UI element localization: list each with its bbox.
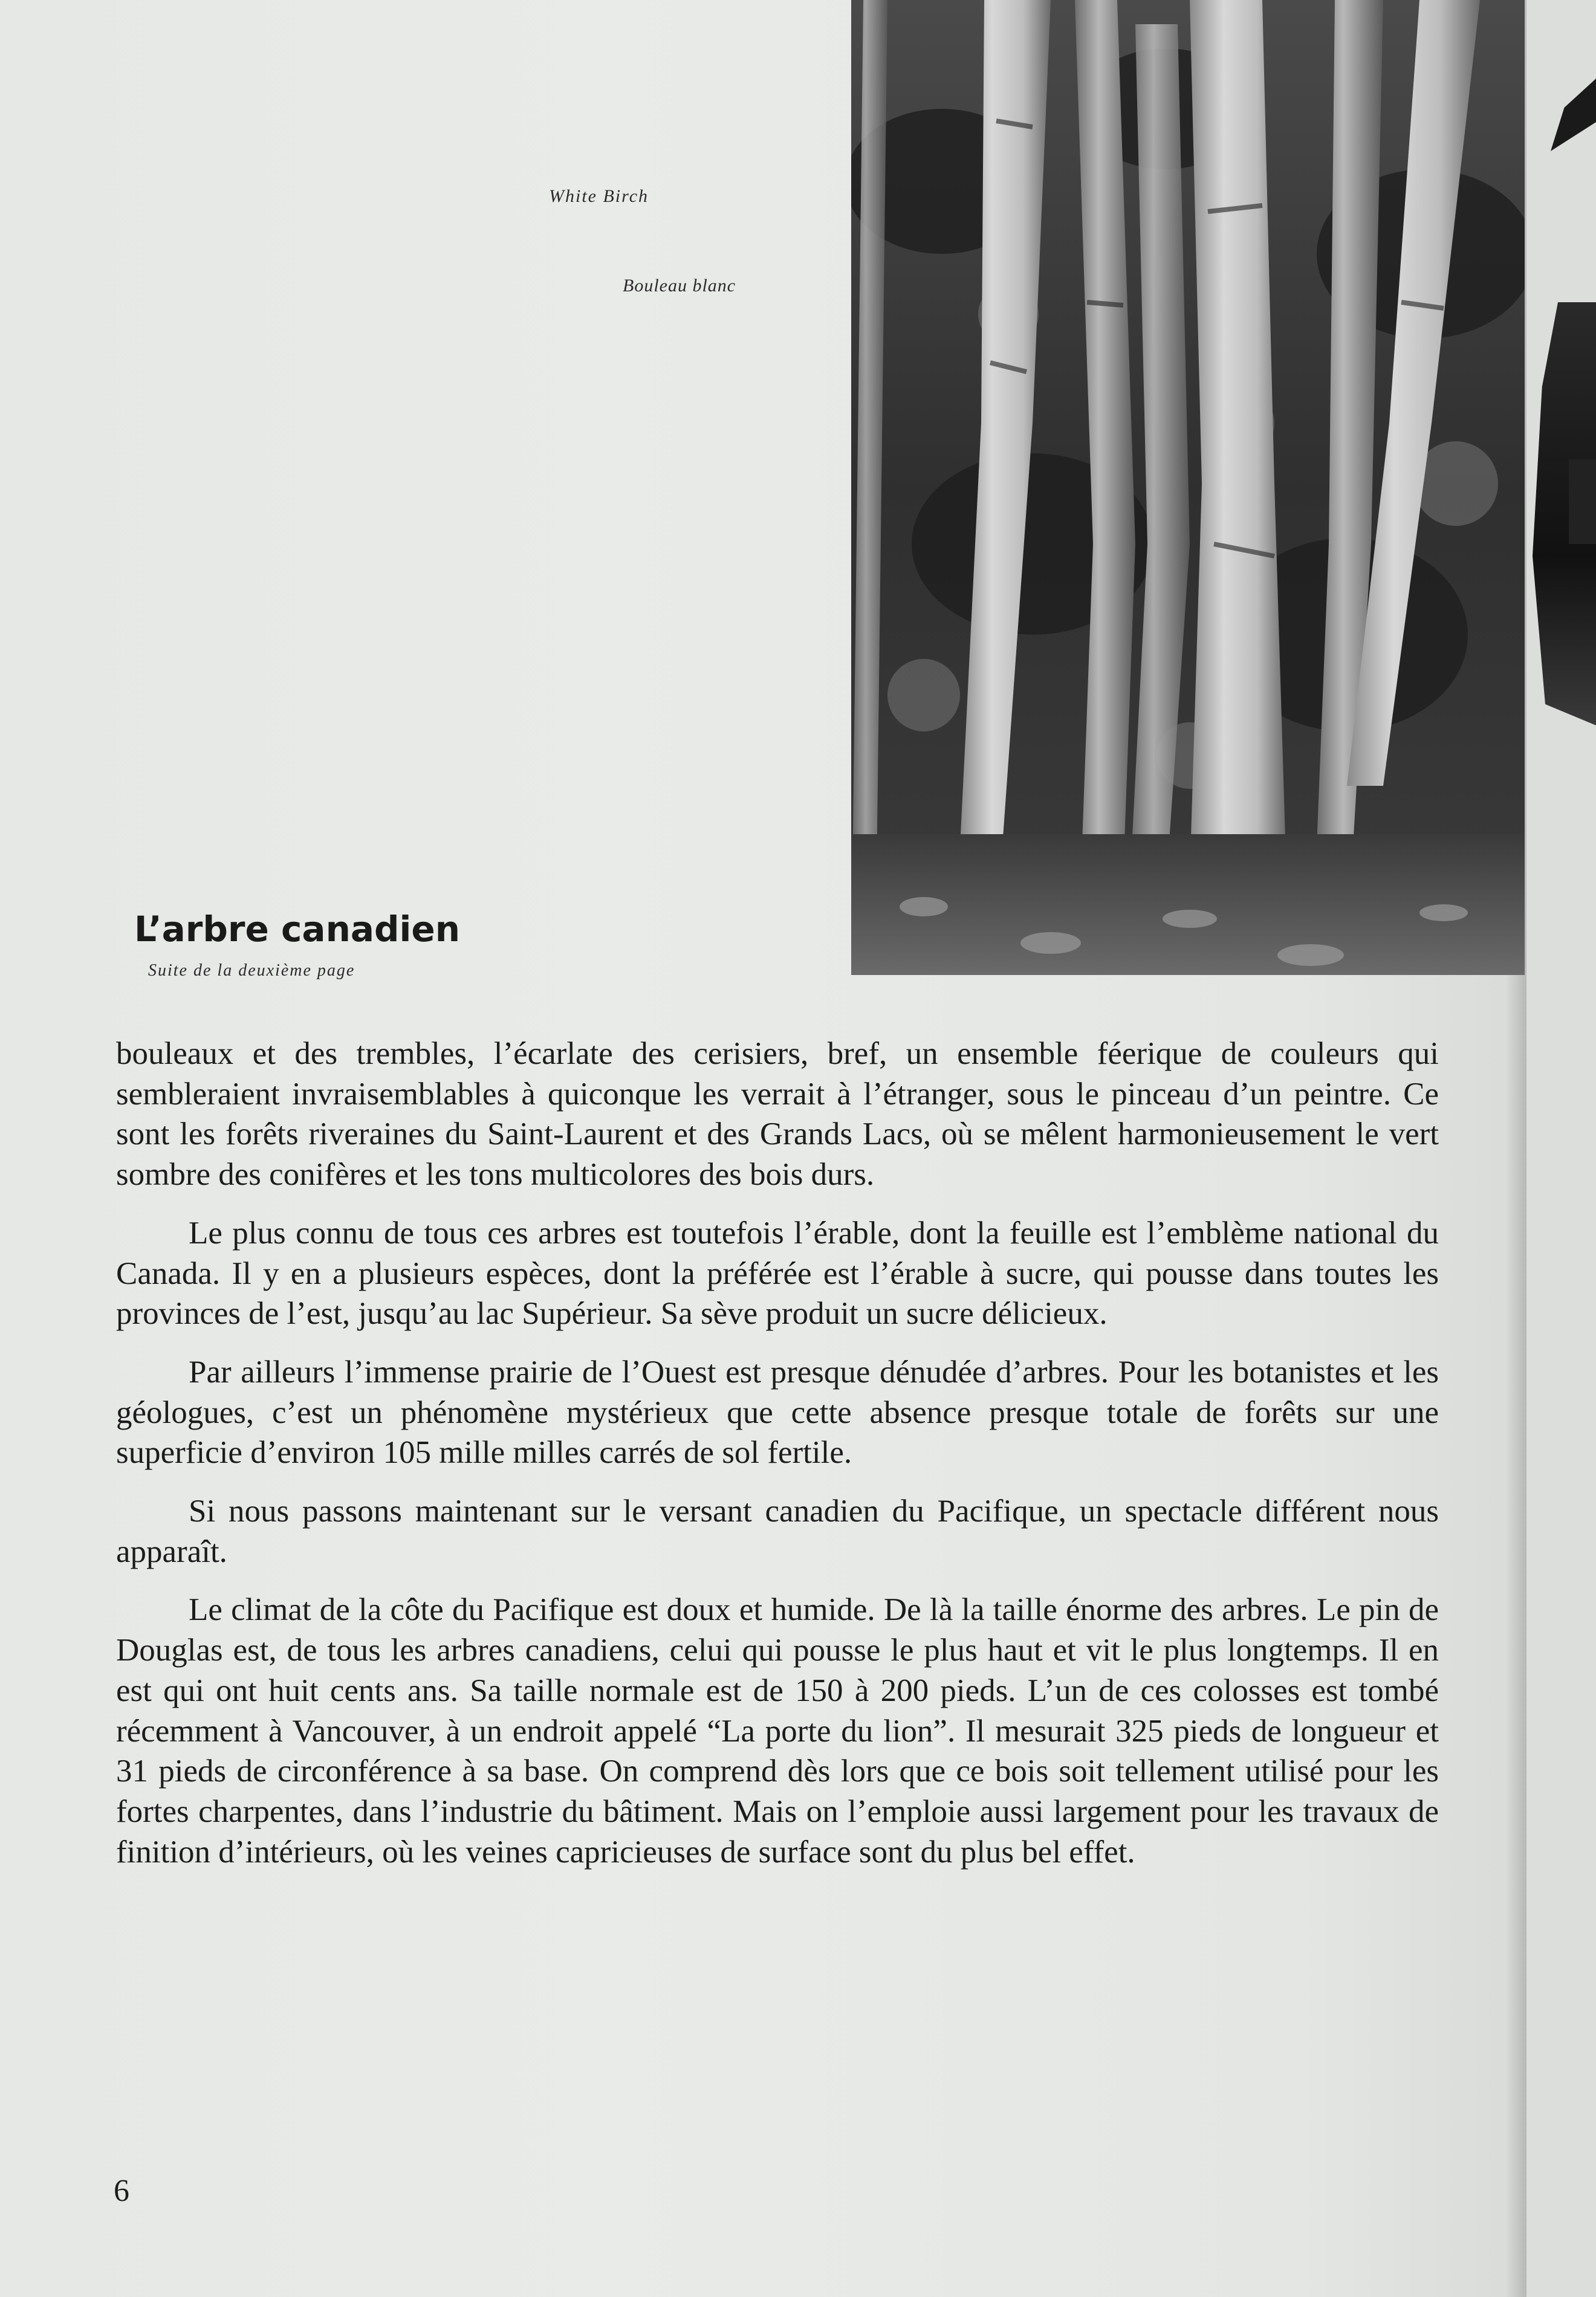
article-title: L’arbre canadien [134,909,461,950]
photo-caption-french: Bouleau blanc [623,276,736,296]
article-body [116,1034,1439,1890]
paragraph: Le climat de la côte du Pacifique est doux et humide. De là la taille énorme des arbres. Le pin de Douglas est, de tous les arbres canadiens, celui qui pousse le plus haut et vit le plus longtemps. Il en est qui ont huit cents ans. Sa taille normale est de 150 à 200 pieds. L’un de ces colosses est tombé récemment à Vancouver, à un endroit appelé “La porte du lion”. Il mesurait 325 pieds de longueur et 31 pieds de circonférence à sa base. On comprend dès lors que ce bois soit tellement utilisé pour les fortes charpentes, dans l’industrie du bâtiment. Mais on l’emploie aussi largement pour les travaux de finition d’intérieurs, où les veines capricieuses de surface sont du plus bel effet. [116,1592,1439,1870]
adjacent-page-image-fragment [1569,459,1596,544]
adjacent-page-edge [1526,0,1596,2297]
paragraph: bouleaux et des trembles, l’écarlate des cerisiers, bref, un ensemble féerique de couleurs qui sembleraient invraisemblables à quiconque les verrait à l’étranger, sous le pinceau d’un peintre. Ce sont les forêts riveraines du Saint-Laurent et des Grands Lacs, où se mêlent harmonieusement le vert sombre des conifères et les tons multicolores des bois durs. [116,1036,1439,1193]
article-subtitle: Suite de la deuxième page [148,961,355,980]
paragraph: Si nous passons maintenant sur le versant canadien du Pacifique, un spectacle différent nous apparaît. [116,1494,1439,1569]
white-birch-photo [851,0,1525,975]
page-number: 6 [114,2174,129,2208]
photo-caption-english: White Birch [549,186,649,206]
adjacent-page-image-fragment [1551,79,1596,151]
paragraph: Le plus connu de tous ces arbres est toutefois l’érable, dont la feuille est l’emblème national du Canada. Il y en a plusieurs espèces, dont la préférée est l’érable à sucre, qui pousse dans toutes les provinces de l’est, jusqu’au lac Supérieur. Sa sève produit un sucre délicieux. [116,1215,1439,1332]
paragraph: Par ailleurs l’immense prairie de l’Ouest est presque dénudée d’arbres. Pour les botanistes et les géologues, c’est un phénomène mystérieux que cette absence presque totale de forêts sur une superficie d’environ 105 mille milles carrés de sol fertile. [116,1354,1439,1471]
birch-forest-image [851,0,1525,975]
